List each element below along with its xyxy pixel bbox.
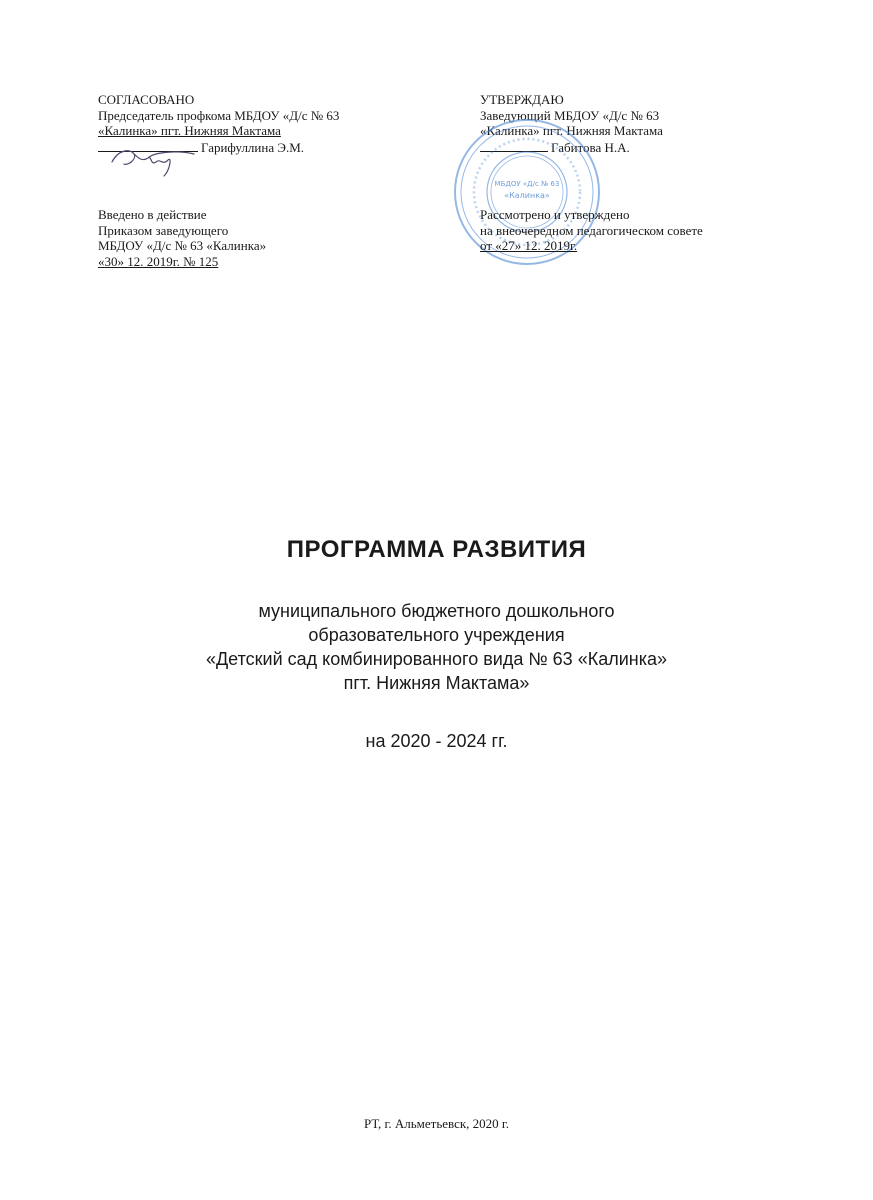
approved-heading: УТВЕРЖДАЮ (480, 92, 564, 107)
footer-place-year: РТ, г. Альметьевск, 2020 г. (363, 1116, 510, 1131)
document-title: ПРОГРАММА РАЗВИТИЯ (286, 536, 587, 563)
enacted-line-2: Приказом заведующего (98, 222, 229, 238)
subtitle-line-1: муниципального бюджетного дошкольного (258, 601, 615, 621)
agreed-heading: СОГЛАСОВАНО (98, 92, 195, 107)
subtitle-line-4: пгт. Нижняя Мактама» (343, 673, 530, 693)
subtitle-line-2: образовательного учреждения (308, 625, 565, 645)
reviewed-block (480, 207, 703, 254)
reviewed-line-3: от «27» 12. 2019г. (480, 238, 578, 253)
reviewed-line-1: Рассмотрено и утверждено (480, 207, 630, 222)
handwritten-signature-icon (108, 140, 198, 180)
stamp-inner-text-1: МБДОУ «Д/с № 63 (494, 180, 560, 188)
approved-line-1: Заведующий МБДОУ «Д/с № 63 (480, 107, 660, 123)
subtitle-line-3: «Детский сад комбинированного вида № 63 «Калинка» (205, 649, 667, 669)
agreed-signer: Гарифуллина Э.М. (201, 139, 304, 155)
approved-signer: Габитова Н.А. (551, 139, 630, 155)
enacted-line-1: Введено в действие (98, 207, 207, 222)
enacted-line-4: «30» 12. 2019г. № 125 (98, 253, 219, 269)
enacted-line-3: МБДОУ «Д/с № 63 «Калинка» (98, 238, 267, 253)
agreed-line-1: Председатель профкома МБДОУ «Д/с № 63 (98, 107, 340, 123)
program-period: на 2020 - 2024 гг. (365, 731, 508, 751)
institution-name (0, 599, 873, 695)
agreed-line-2: «Калинка» пгт. Нижняя Мактама (98, 123, 281, 138)
enacted-block (98, 207, 266, 269)
approved-line-2: «Калинка» пгт. Нижняя Мактама (480, 123, 663, 138)
stamp-inner-text-2: «Калинка» (504, 191, 550, 200)
reviewed-line-2: на внеочередном педагогическом совете (480, 222, 703, 238)
